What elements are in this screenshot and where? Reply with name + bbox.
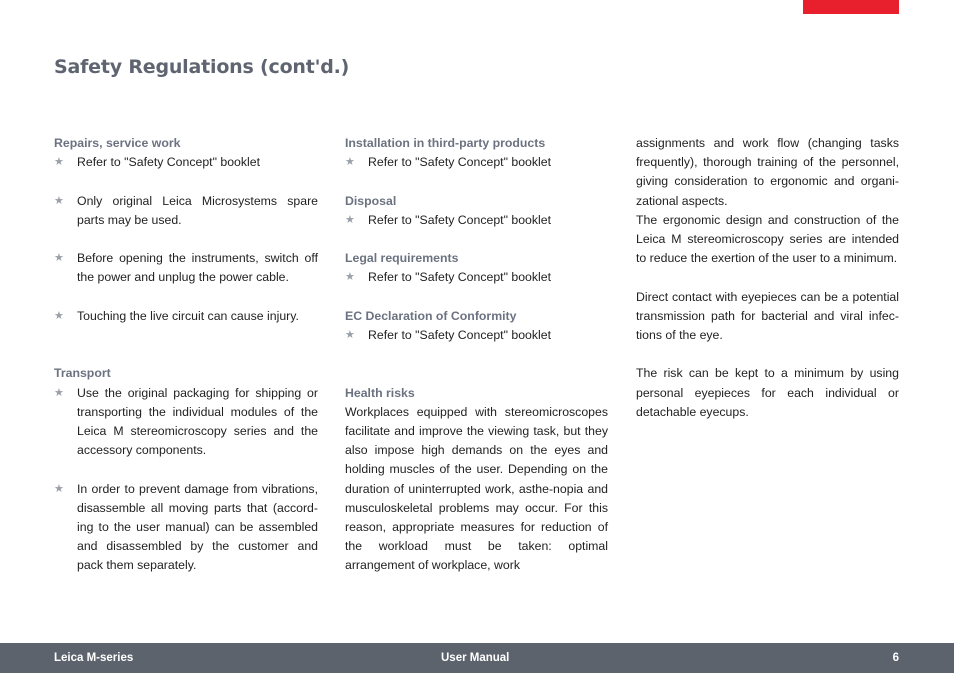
bullet-text: Only original Leica Microsystems spare parts may be used. xyxy=(77,193,318,227)
column-middle xyxy=(345,134,608,576)
section-heading-repairs: Repairs, service work xyxy=(54,136,181,150)
bullet-text: Refer to "Safety Concept" booklet xyxy=(368,270,552,285)
star-icon: ★ xyxy=(345,271,355,284)
section-heading-ec-declaration: EC Declaration of Conformity xyxy=(345,308,517,323)
footer-document-name: User Manual xyxy=(441,652,510,664)
bullet-item xyxy=(345,326,608,345)
bullet-text: Refer to "Safety Concept" booklet xyxy=(368,327,552,342)
section-heading-disposal: Disposal xyxy=(345,193,397,208)
page-number: 6 xyxy=(892,652,899,664)
paragraph: assignments and work flow (changing tasks frequently), thorough training of the personnel, giving consideration to ergonomic and organi-zational aspects. xyxy=(636,136,899,208)
bullet-item xyxy=(54,480,318,576)
bullet-text: Before opening the instruments, switch off the power and unplug the power cable. xyxy=(77,251,318,285)
star-icon: ★ xyxy=(345,328,355,341)
bullet-item xyxy=(54,192,318,230)
paragraph: The risk can be kept to a minimum by using personal eyepieces for each individual or detachable eyecups. xyxy=(636,366,899,419)
bullet-text: Refer to "Safety Concept" booklet xyxy=(368,212,552,227)
section-heading-health-risks: Health risks xyxy=(345,385,415,400)
star-icon: ★ xyxy=(54,194,64,207)
section-heading-transport: Transport xyxy=(54,366,111,381)
star-icon: ★ xyxy=(54,386,64,399)
page-footer xyxy=(0,643,954,673)
bullet-item xyxy=(54,153,318,172)
header-accent-tab xyxy=(803,0,899,14)
star-icon: ★ xyxy=(54,482,64,495)
bullet-item xyxy=(345,268,608,287)
star-icon: ★ xyxy=(345,156,355,169)
paragraph: Direct contact with eyepieces can be a potential transmission path for bacterial and viral infec-tions of the eye. xyxy=(636,289,899,343)
star-icon: ★ xyxy=(54,252,64,265)
bullet-text: Refer to "Safety Concept" booklet xyxy=(77,155,261,170)
bullet-item xyxy=(54,307,318,326)
star-icon: ★ xyxy=(54,309,64,322)
star-icon: ★ xyxy=(345,213,355,226)
bullet-item xyxy=(54,249,318,287)
section-heading-legal: Legal requirements xyxy=(345,251,459,266)
bullet-text: Refer to "Safety Concept" booklet xyxy=(368,155,552,170)
star-icon: ★ xyxy=(54,156,64,169)
column-left xyxy=(54,134,318,576)
footer-product-name: Leica M-series xyxy=(54,652,134,664)
bullet-item xyxy=(54,384,318,461)
health-risks-text: Workplaces equipped with stereomicroscopes facilitate and improve the viewing task, but they also impose high demands on the eyes and holding muscles of the user. Depending on the duration of uninterrupted work, asthe-nopia and musculoskeletal problems may occur. For this reason, appropriate measures for reduction of the workload must be taken: optimal arrangement of workplace, work xyxy=(345,404,608,573)
section-heading-installation: Installation in third-party products xyxy=(345,136,546,150)
bullet-text: Use the original packaging for shipping or transporting the individual modules of the Leica M stereomicroscopy series and the accessory components. xyxy=(77,385,318,458)
bullet-text: In order to prevent damage from vibrations, disassemble all moving parts that (accord-ing to the user manual) can be assembled and disassembled by the customer and pack them separately. xyxy=(77,481,318,573)
bullet-item xyxy=(345,153,608,172)
column-right xyxy=(636,134,899,422)
bullet-text: Touching the live circuit can cause injury. xyxy=(77,308,299,323)
bullet-item xyxy=(345,211,608,230)
page-title: Safety Regulations (cont'd.) xyxy=(54,56,350,78)
paragraph: The ergonomic design and construction of the Leica M stereomicroscopy series are intended to reduce the exertion of the user to a minimum. xyxy=(636,212,899,266)
